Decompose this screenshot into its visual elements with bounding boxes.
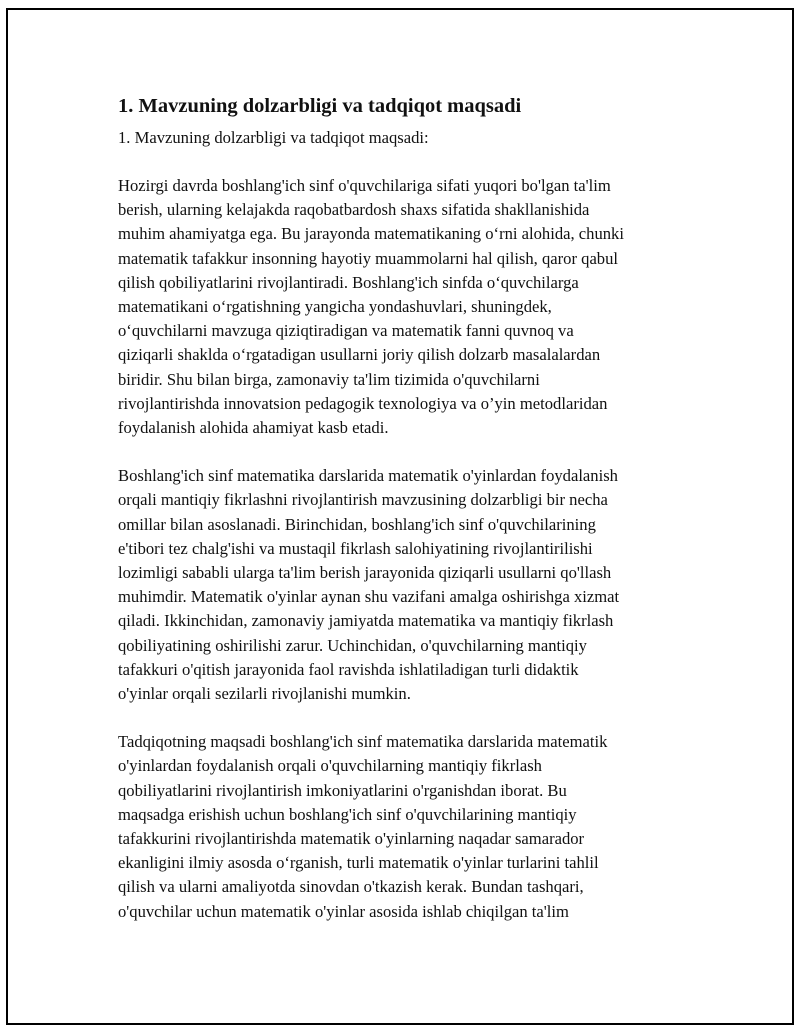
paragraph-relevance: [118, 174, 688, 440]
text-line: o'yinlardan foydalanish orqali o'quvchilarning mantiqiy fikrlash: [118, 756, 542, 776]
text-line: tafakkuri o'qitish jarayonida faol ravishda ishlatiladigan turli didaktik: [118, 659, 579, 679]
text-line: matematikani o‘rgatishning yangicha yondashuvlari, shuningdek,: [118, 297, 552, 317]
text-line: qilish va ularni amaliyotda sinovdan o'tkazish kerak. Bundan tashqari,: [118, 877, 584, 897]
text-line: lozimligi sababli ularga ta'lim berish jarayonida qiziqarli usullarni qo'llash: [118, 563, 612, 583]
text-line: qiziqarli shaklda o‘rgatadigan usullarni joriy qilish dolzarb masalalardan: [118, 345, 601, 365]
text-line: tafakkurini rivojlantirishda matematik o'yinlarning naqadar samarador: [118, 829, 585, 849]
text-line: muhim ahamiyatga ega. Bu jarayonda matematikaning o‘rni alohida, chunki: [118, 224, 624, 244]
text-line: berish, ularning kelajakda raqobatbardosh shaxs sifatida shakllanishida: [118, 200, 590, 220]
text-line: foydalanish alohida ahamiyat kasb etadi.: [118, 418, 389, 438]
text-line: Boshlang'ich sinf matematika darslarida matematik o'yinlardan foydalanish: [118, 466, 618, 486]
text-line: qobiliyatining oshirilishi zarur. Uchinchidan, o'quvchilarning mantiqiy: [118, 635, 587, 655]
text-line: Hozirgi davrda boshlang'ich sinf o'quvchilariga sifati yuqori bo'lgan ta'lim: [118, 176, 611, 195]
section-subheading: 1. Mavzuning dolzarbligi va tadqiqot maqsadi:: [118, 128, 429, 147]
paragraph-goal: [118, 730, 688, 924]
text-line: rivojlantirishda innovatsion pedagogik texnologiya va o’yin metodlaridan: [118, 393, 608, 413]
text-line: omillar bilan asoslanadi. Birinchidan, boshlang'ich sinf o'quvchilarining: [118, 514, 596, 534]
text-line: o‘quvchilarni mavzuga qiziqtiradigan va matematik fanni quvnoq va: [118, 321, 574, 341]
text-line: matematik tafakkur insonning hayotiy muammolarni hal qilish, qaror qabul: [118, 248, 619, 268]
text-line: qilish qobiliyatlarini rivojlantiradi. Boshlang'ich sinfda o‘quvchilarga: [118, 272, 579, 292]
text-line: orqali mantiqiy fikrlashni rivojlantirish mavzusining dolzarbligi bir necha: [118, 490, 608, 510]
text-line: o'quvchilar uchun matematik o'yinlar asosida ishlab chiqilgan ta'lim: [118, 901, 569, 921]
paragraph-factors: [118, 464, 688, 706]
text-line: o'yinlar orqali sezilarli rivojlanishi mumkin.: [118, 684, 411, 704]
text-line: qiladi. Ikkinchidan, zamonaviy jamiyatda matematika va mantiqiy fikrlash: [118, 611, 614, 631]
text-line: maqsadga erishish uchun boshlang'ich sinf o'quvchilarining mantiqiy: [118, 804, 577, 824]
text-line: Tadqiqotning maqsadi boshlang'ich sinf matematika darslarida matematik: [118, 732, 608, 752]
text-line: e'tibori tez chalg'ishi va mustaqil fikrlash salohiyatining rivojlantirilishi: [118, 538, 593, 558]
text-line: qobiliyatlarini rivojlantirish imkoniyatlarini o'rganishdan iborat. Bu: [118, 780, 567, 800]
text-line: ekanligini ilmiy asosda o‘rganish, turli matematik o'yinlar turlarini tahlil: [118, 853, 599, 873]
section-heading: 1. Mavzuning dolzarbligi va tadqiqot maqsadi: [118, 95, 522, 117]
document-body: [118, 92, 688, 948]
text-line: muhimdir. Matematik o'yinlar aynan shu vazifani amalga oshirishga xizmat: [118, 587, 620, 607]
text-line: biridir. Shu bilan birga, zamonaviy ta'lim tizimida o'quvchilarni: [118, 369, 540, 389]
